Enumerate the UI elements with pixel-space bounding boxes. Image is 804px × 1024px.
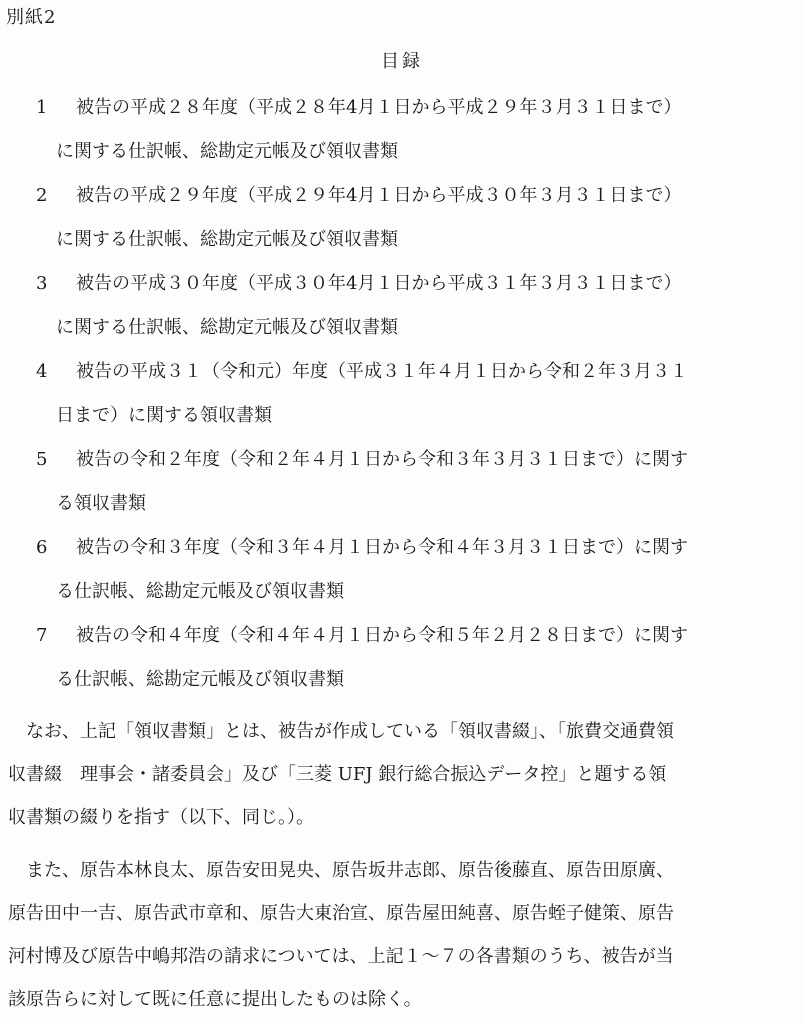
list-item <box>0 90 804 178</box>
item-text-line-1: 被告の平成２８年度（平成２８年4月１日から平成２９年３月３１日まで） <box>76 97 682 118</box>
exclusion-line: また、原告本林良太、原告安田晃央、原告坂井志郎、原告後藤直、原告田原廣、 <box>8 860 674 881</box>
item-number: 7 <box>36 625 48 646</box>
item-text-line-1: 被告の令和４年度（令和４年４月１日から令和５年２月２８日まで）に関す <box>76 625 688 646</box>
inventory-list <box>0 90 804 706</box>
exclusion-line: 原告田中一吉、原告武市章和、原告大東治宣、原告屋田純喜、原告蛭子健策、原告 <box>8 903 674 924</box>
document-title: 目録 <box>381 51 423 72</box>
exclusion-line: 河村博及び原告中嶋邦浩の請求については、上記１～７の各書類のうち、被告が当 <box>8 946 674 967</box>
list-item <box>0 618 804 706</box>
item-number: 3 <box>36 273 48 294</box>
list-item <box>0 354 804 442</box>
item-text-line-2: 日まで）に関する領収書類 <box>56 405 272 426</box>
item-text-line-2: る領収書類 <box>56 493 146 514</box>
list-item <box>0 266 804 354</box>
item-number: 6 <box>36 537 48 558</box>
item-number: 1 <box>36 97 48 118</box>
item-text-line-1: 被告の平成２９年度（平成２９年4月１日から平成３０年３月３１日まで） <box>76 185 682 206</box>
item-text-line-2: る仕訳帳、総勘定元帳及び領収書類 <box>56 669 344 690</box>
item-text-line-2: る仕訳帳、総勘定元帳及び領収書類 <box>56 581 344 602</box>
attachment-label: 別紙2 <box>6 7 57 28</box>
note-line: 収書綴 理事会・諸委員会」及び「三菱 UFJ 銀行総合振込データ控」と題する領 <box>8 764 667 785</box>
exclusion-line: 該原告らに対して既に任意に提出したものは除く。 <box>8 989 422 1010</box>
item-text-line-1: 被告の平成３０年度（平成３０年4月１日から平成３１年３月３１日まで） <box>76 273 682 294</box>
item-number: 2 <box>36 185 48 206</box>
note-line: なお、上記「領収書類」とは、被告が作成している「領収書綴」、「旅費交通費領 <box>8 721 674 742</box>
list-item <box>0 442 804 530</box>
item-text-line-2: に関する仕訳帳、総勘定元帳及び領収書類 <box>56 229 398 250</box>
list-item <box>0 178 804 266</box>
note-line: 収書類の綴りを指す（以下、同じ。）。 <box>8 807 314 828</box>
item-text-line-1: 被告の平成３１（令和元）年度（平成３１年４月１日から令和２年３月３１ <box>76 361 688 382</box>
item-text-line-1: 被告の令和３年度（令和３年４月１日から令和４年３月３１日まで）に関す <box>76 537 688 558</box>
item-text-line-2: に関する仕訳帳、総勘定元帳及び領収書類 <box>56 141 398 162</box>
list-item <box>0 530 804 618</box>
item-number: 5 <box>36 449 48 470</box>
item-number: 4 <box>36 361 48 382</box>
item-text-line-1: 被告の令和２年度（令和２年４月１日から令和３年３月３１日まで）に関す <box>76 449 688 470</box>
item-text-line-2: に関する仕訳帳、総勘定元帳及び領収書類 <box>56 317 398 338</box>
